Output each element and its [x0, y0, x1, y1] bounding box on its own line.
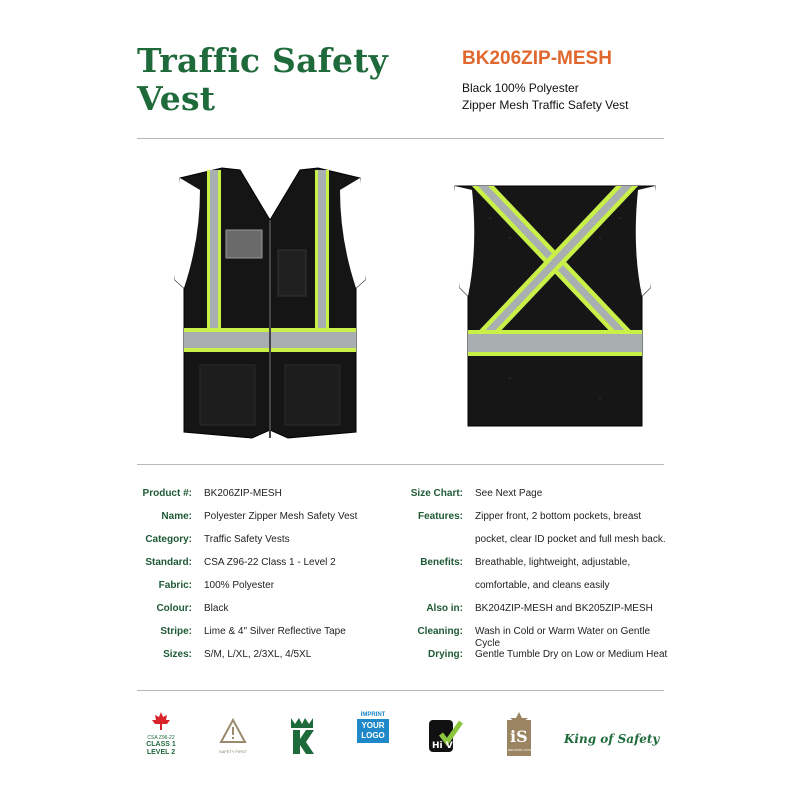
csa-line-1: CSA Z96-22	[147, 735, 175, 741]
spec-label: Cleaning:	[417, 626, 463, 637]
csa-line-3: LEVEL 2	[146, 749, 176, 756]
spec-value: BK206ZIP-MESH	[204, 488, 282, 499]
spec-label: Colour:	[156, 603, 192, 614]
spec-value: Black	[204, 603, 229, 614]
maple-leaf-icon	[151, 712, 171, 730]
spec-label: Size Chart:	[410, 488, 463, 499]
imprint-line-2: YOUR	[361, 721, 385, 730]
spec-value: Zipper front, 2 bottom pockets, breast	[475, 511, 642, 522]
spec-value: S/M, L/XL, 2/3XL, 4/5XL	[204, 649, 312, 660]
title-line-2: Vest	[137, 79, 216, 118]
page-title	[137, 42, 388, 118]
imprint-line-3: LOGO	[361, 731, 385, 740]
spec-label: Drying:	[428, 649, 463, 660]
spec-value: BK204ZIP-MESH and BK205ZIP-MESH	[475, 603, 653, 614]
product-code: BK206ZIP-MESH	[462, 48, 612, 69]
spec-value: Polyester Zipper Mesh Safety Vest	[204, 511, 358, 522]
hivis-logo	[427, 718, 463, 759]
product-subtitle	[462, 80, 629, 114]
divider-top	[137, 138, 664, 139]
king-of-safety-logo: King of Safety	[564, 732, 660, 746]
spec-value: See Next Page	[475, 488, 543, 499]
spec-label: Name:	[161, 511, 192, 522]
spec-value: Gentle Tumble Dry on Low or Medium Heat	[475, 649, 668, 660]
warning-triangle-icon	[219, 718, 247, 744]
is-text: iS	[510, 727, 528, 746]
spec-value-line-2: comfortable, and cleans easily	[475, 580, 610, 591]
csa-line-2: CLASS 1	[146, 741, 176, 748]
spec-label: Standard:	[145, 557, 192, 568]
imprint-box	[357, 719, 389, 743]
is-sub-text: INDUSTRY STANDARD	[508, 748, 541, 752]
spec-label: Fabric:	[158, 580, 192, 591]
spec-value: 100% Polyester	[204, 580, 275, 591]
spec-label: Product #:	[142, 488, 192, 499]
imprint-line-1: IMPRINT	[360, 712, 386, 718]
spec-value: CSA Z96-22 Class 1 - Level 2	[204, 557, 336, 568]
subtitle-line-1: Black 100% Polyester	[462, 81, 579, 95]
imprint-logo	[357, 712, 389, 743]
hivis-check-icon	[427, 718, 463, 754]
spec-value: Traffic Safety Vests	[204, 534, 290, 545]
industry-standard-logo	[501, 712, 541, 765]
spec-label: Benefits:	[420, 557, 463, 568]
spec-label: Stripe:	[160, 626, 192, 637]
spec-value: Lime & 4" Silver Reflective Tape	[204, 626, 346, 637]
hivis-text: Hi Vis	[432, 741, 461, 751]
title-line-1: Traffic Safety	[137, 41, 389, 80]
k-logo	[287, 716, 317, 761]
spec-value-line-2: pocket, clear ID pocket and full mesh back.	[475, 534, 666, 545]
spec-value: Wash in Cold or Warm Water on Gentle Cycle	[475, 626, 651, 649]
spec-value: Breathable, lightweight, adjustable,	[475, 557, 631, 568]
divider-middle	[137, 464, 664, 465]
vest-front-image	[160, 160, 380, 445]
vest-back-image	[450, 178, 660, 440]
crown-k-icon	[287, 716, 317, 756]
divider-bottom	[137, 690, 664, 691]
spec-label: Features:	[417, 511, 463, 522]
industry-standard-icon	[501, 712, 541, 760]
safety-first-text: SAFETY FIRST	[218, 749, 248, 754]
spec-label: Category:	[145, 534, 192, 545]
csa-logo	[137, 712, 185, 757]
logo-row	[137, 712, 664, 767]
spec-label: Sizes:	[163, 649, 192, 660]
safety-first-logo	[215, 718, 251, 754]
subtitle-line-2: Zipper Mesh Traffic Safety Vest	[462, 98, 629, 112]
spec-label: Also in:	[426, 603, 463, 614]
